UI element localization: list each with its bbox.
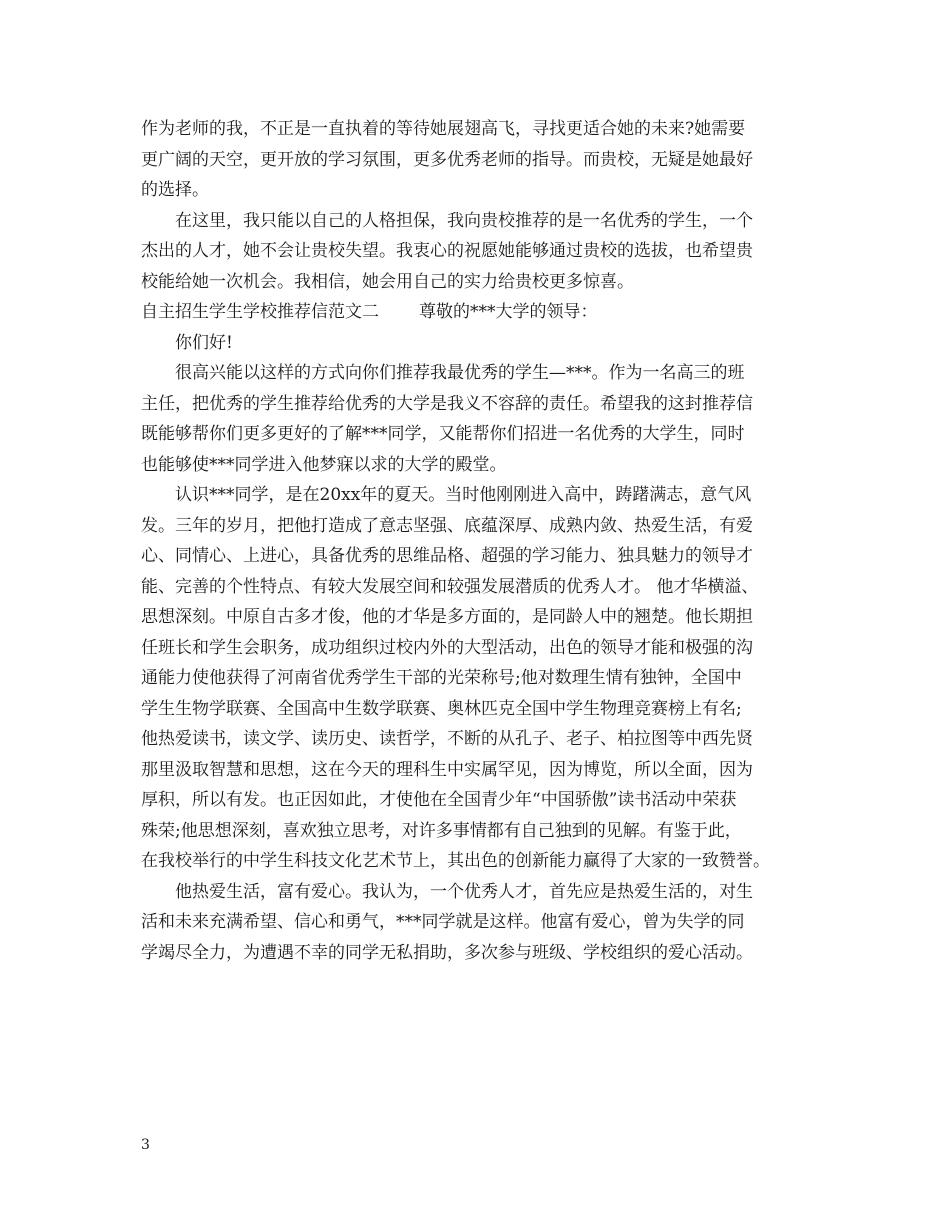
text-line: 学生生物学联赛、全国高中生数学联赛、奥林匹克全国中学生物理竞赛榜上有名; [141, 698, 742, 719]
text-line: 能、完善的个性特点、有较大发展空间和较强发展潜质的优秀人才。 他才华横溢、 [141, 576, 759, 597]
section-heading-line [141, 297, 826, 328]
text-line: 主任，把优秀的学生推荐给优秀的大学是我义不容辞的责任。希望我的这封推荐信 [141, 393, 753, 414]
document-body [141, 114, 826, 968]
letter-salutation: 尊敬的***大学的领导： [419, 302, 598, 322]
text-line: 活和未来充满希望、信心和勇气，***同学就是这样。他富有爱心，曾为失学的同 [141, 912, 745, 932]
text-line: 既能够帮你们更多更好的了解***同学，又能帮你们招进一名优秀的大学生，同时 [141, 424, 745, 444]
text-line: 厚积，所以有发。也正因如此，才使他在全国青少年“中国骄傲”读书活动中荣获 [141, 790, 737, 810]
text-line: 心、同情心、上进心，具备优秀的思维品格、超强的学习能力、独具魅力的领导才 [141, 546, 753, 566]
text-line: 作为老师的我，不正是一直执着的等待她展翅高飞，寻找更适合她的未来?她需要 [141, 119, 746, 139]
page-number: 3 [141, 1137, 150, 1153]
text-line: 他热爱生活，富有爱心。我认为，一个优秀人才，首先应是热爱生活的，对生 [175, 881, 753, 902]
text-line: 杰出的人才，她不会让贵校失望。我衷心的祝愿她能够通过贵校的选拔，也希望贵 [141, 241, 753, 261]
text-line: 通能力使他获得了河南省优秀学生干部的光荣称号;他对数理生情有独钟，全国中 [141, 668, 742, 688]
text-line: 任班长和学生会职务，成功组织过校内外的大型活动，出色的领导才能和极强的沟 [141, 637, 753, 658]
text-line: 学竭尽全力，为遭遇不幸的同学无私捐助，多次参与班级、学校组织的爱心活动。 [141, 942, 753, 963]
greeting-line: 你们好! [175, 332, 233, 353]
text-line: 在我校举行的中学生科技文化艺术节上，其出色的创新能力赢得了大家的一致赞誉。 [141, 851, 770, 871]
text-line: 更广阔的天空，更开放的学习氛围，更多优秀老师的指导。而贵校，无疑是她最好 [141, 149, 753, 170]
text-line: 在这里，我只能以自己的人格担保，我向贵校推荐的是一名优秀的学生，一个 [175, 210, 753, 231]
text-line: 思想深刻。中原自古多才俊，他的才华是多方面的，是同龄人中的翘楚。他长期担 [141, 607, 753, 627]
text-line: 他热爱读书，读文学、读历史、读哲学，不断的从孔子、老子、柏拉图等中西先贤 [141, 729, 753, 749]
text-line: 很高兴能以这样的方式向你们推荐我最优秀的学生—***。作为一名高三的班 [175, 363, 745, 383]
text-line: 也能够使***同学进入他梦寐以求的大学的殿堂。 [141, 454, 507, 475]
text-line: 认识***同学，是在20xx年的夏天。当时他刚刚进入高中，踌躇满志，意气风 [175, 485, 752, 505]
text-line: 殊荣;他思想深刻，喜欢独立思考，对许多事情都有自己独到的见解。有鉴于此， [141, 820, 742, 841]
text-line: 那里汲取智慧和思想，这在今天的理科生中实属罕见，因为博览，所以全面，因为 [141, 759, 753, 780]
section-heading-title: 自主招生学生学校推荐信范文二 [141, 302, 379, 322]
text-line: 的选择。 [141, 180, 209, 200]
text-line: 发。三年的岁月，把他打造成了意志坚强、底蕴深厚、成熟内敛、热爱生活，有爱 [141, 515, 753, 536]
text-line: 校能给她一次机会。我相信，她会用自己的实力给贵校更多惊喜。 [141, 271, 634, 292]
